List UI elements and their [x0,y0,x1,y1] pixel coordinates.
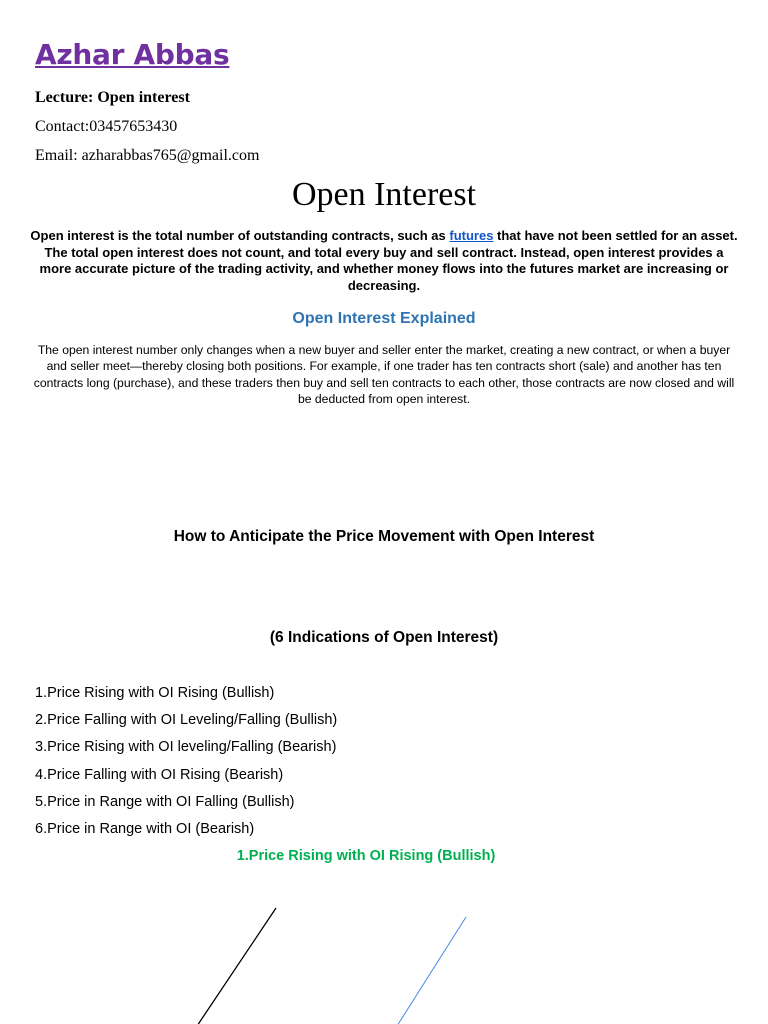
intro-paragraph [30,228,738,294]
intro-text-before: Open interest is the total number of outstanding contracts, such as [30,228,450,243]
list-item: 4.Price Falling with OI Rising (Bearish) [35,766,284,783]
anticipate-heading: How to Anticipate the Price Movement with Open Interest [173,528,595,545]
explained-paragraph: The open interest number only changes when a new buyer and seller enter the market, creating a new contract, or when a buyer and seller meet—thereby closing both positions. For example, if one trader has ten contracts short (sale) and another has ten contracts long (purchase), and these traders then buy and sell ten contracts to each other, those contracts are now closed and will be deducted from open interest. [33,343,735,407]
oi-rising-line [397,917,466,1024]
list-item: 1.Price Rising with OI Rising (Bullish) [35,685,275,701]
document-title: Open Interest [291,176,477,213]
futures-link[interactable]: futures [449,228,494,243]
contact-line: Contact:03457653430 [35,118,178,135]
list-item: 5.Price in Range with OI Falling (Bullish) [35,793,295,810]
author-name[interactable]: Azhar Abbas [35,38,230,71]
indications-list [35,684,337,847]
list-item: 6.Price in Range with OI (Bearish) [35,820,255,837]
price-oi-diagram [0,880,768,1024]
indications-heading: (6 Indications of Open Interest) [269,629,499,646]
intro-text-after: that have not been settled for an asset. The total open interest does not count, and total every buy and sell contract. Instead, open interest provides a more accurate picture of the trading activity, and whether money flows into the futures market are increasing or decreasing. [39,228,738,293]
lecture-title: Lecture: Open interest [35,89,190,106]
email-line: Email: azharabbas765@gmail.com [35,147,260,164]
list-item: 2.Price Falling with OI Leveling/Falling (Bullish) [35,712,338,729]
list-item: 3.Price Rising with OI leveling/Falling (Bearish) [35,739,337,756]
price-rising-line [197,908,276,1024]
explained-heading: Open Interest Explained [292,310,476,327]
section1-heading: 1.Price Rising with OI Rising (Bullish) [236,848,496,864]
